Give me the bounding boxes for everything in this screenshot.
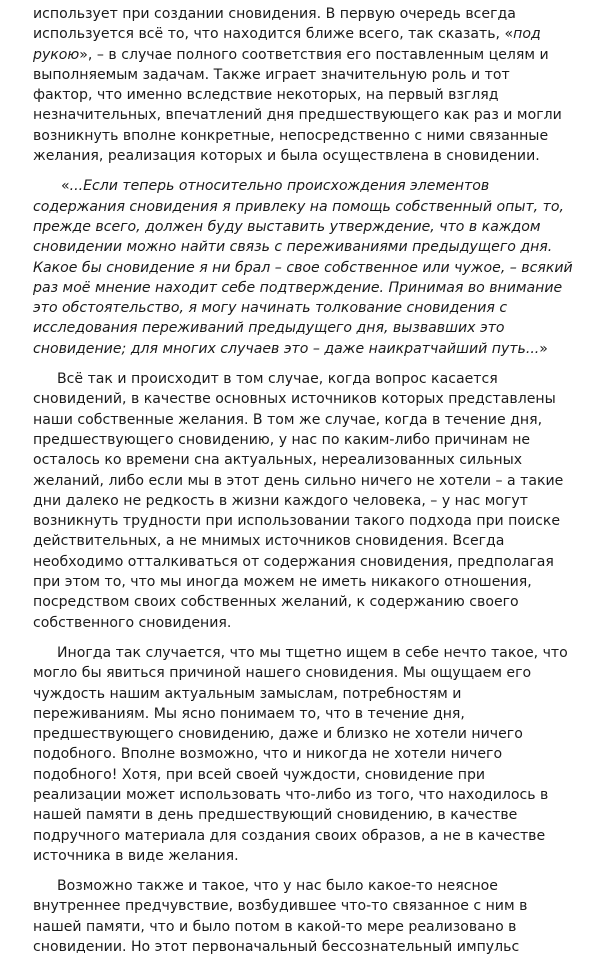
paragraph-4-text: Иногда так случается, что мы тщетно ищем в себе нечто такое, что могло бы явиться причиной нашего сновидения. Мы ощущаем его чуждость нашим актуальным замыслам, потребностям и переживаниям. Мы ясно понимаем то, что в течение дня, предшествующего сновидению, даже и близко не хотели ничего подобного. Вполне возможно, что и никогда не хотели ничего подобного! Хотя, при всей своей чуждости, сновидение при реализации может использовать что-либо из того, что находилось в нашей памяти в день предшествующий сновидению, в качестве подручного материала для создания своих образов, а не в качестве источника в виде желания. [33, 644, 568, 864]
paragraph-4 [33, 643, 573, 866]
quote-open-mark: « [61, 178, 70, 195]
quote-block [33, 176, 573, 359]
paragraph-3-text: Всё так и происходит в том случае, когда вопрос касается сновидений, в качестве основных источников которых представлены наши собственные желания. В том же случае, когда в течение дня, предшествующего сновидению, у нас по каким-либо причинам не осталось ко времени сна актуальных, нереализованных сильных желаний, либо если мы в этот день сильно ничего не хотели – а такие дни далеко не редкость в жизни каждого человека, – у нас могут возникнуть трудности при использовании такого подхода при поиске действительных, а не мнимых источников сновидения. Всегда необходимо отталкиваться от содержания сновидения, предполагая при этом то, что мы иногда можем не иметь никакого отношения, посредством своих собственных желаний, к содержанию своего собственного сновидения. [33, 371, 564, 631]
paragraph-1 [33, 4, 573, 166]
paragraph-5-text: Возможно также и такое, что у нас было какое-то неясное внутреннее предчувствие, возбудившее что-то связанное с ним в нашей памяти, что и было потом в какой-то мере реализовано в сновидении. Но этот первоначальный бессознательный импульс [33, 878, 528, 956]
document-page [33, 4, 573, 967]
paragraph-1-text-a: использует при создании сновидения. В первую очередь всегда используется всё то, что находится ближе всего, так сказать, « [33, 6, 516, 43]
paragraph-1-text-b: », – в случае полного соответствия его поставленным целям и выполняемым задачам. Также играет значительную роль и тот фактор, что именно вследствие некоторых, на первый взгляд незначительных, впечатлений дня предшествующего как раз и могли возникнуть вполне конкретные, непосредственно с ними связанные желания, реализация которых и была осуществлена в сновидении. [33, 46, 562, 165]
quote-text: ...Если теперь относительно происхождения элементов содержания сновидения я привлеку на помощь собственный опыт, то, прежде всего, должен буду выставить утверждение, что в каждом сновидении можно найти связь с переживаниями предыдущего дня. Какое бы сновидение я ни брал – свое собственное или чужое, – всякий раз моё мнение находит себе подтверждение. Принимая во внимание это обстоятельство, я могу начинать толкование сновидения с исследования переживаний предыдущего дня, вызвавших это сновидение; для многих случаев это – даже наикратчайший путь... [33, 178, 573, 357]
paragraph-3 [33, 369, 573, 633]
paragraph-5 [33, 876, 573, 957]
paragraph-1-emphasis: под рукою [33, 26, 541, 63]
quote-close-mark: » [539, 340, 548, 357]
